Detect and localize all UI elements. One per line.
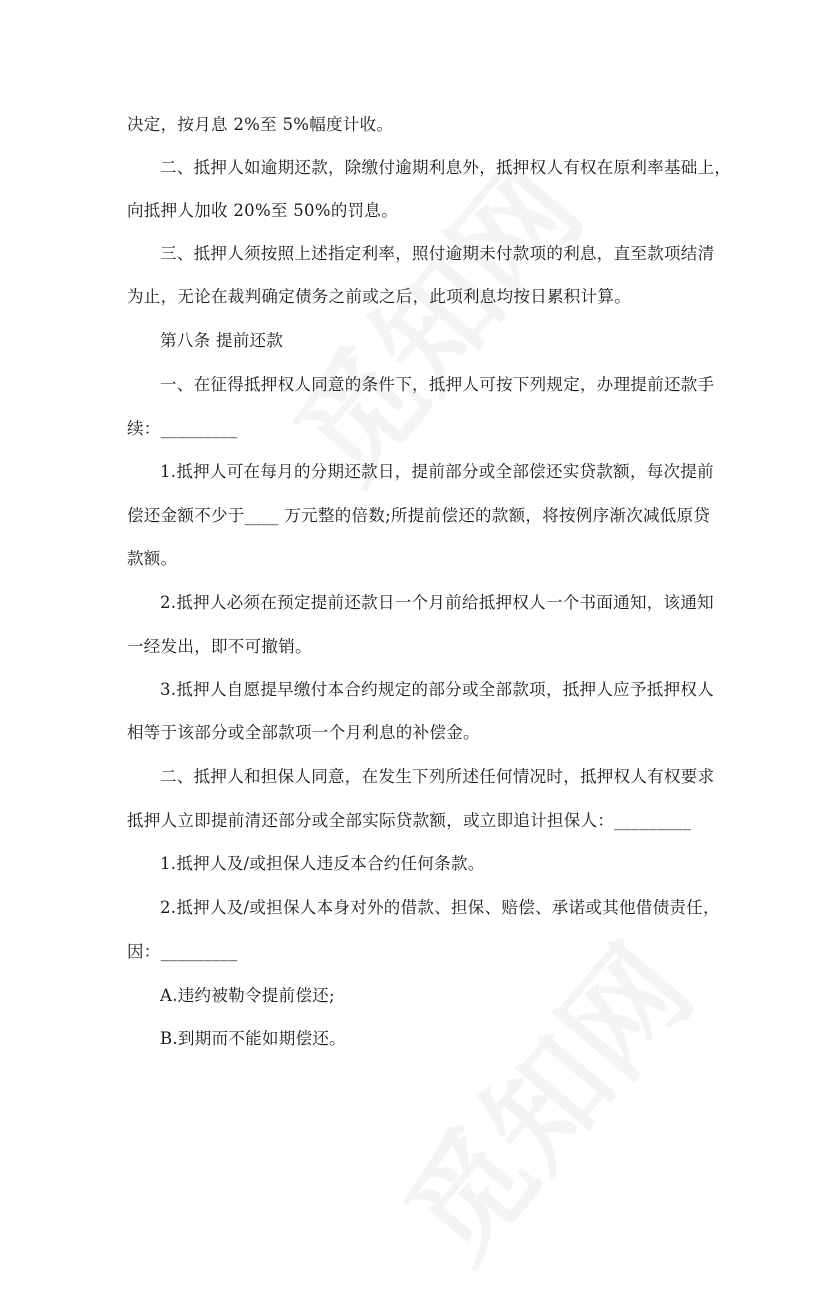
paragraph-line: B.到期而不能如期偿还。 xyxy=(160,1029,346,1048)
paragraph-line: 1.抵押人及/或担保人违反本合约任何条款。 xyxy=(160,854,485,873)
paragraph-line: 因：_________ xyxy=(127,942,238,961)
paragraph-line: 3.抵押人自愿提早缴付本合约规定的部分或全部款项，抵押人应予抵押权人 xyxy=(160,680,714,699)
paragraph-line: 2.抵押人必须在预定提前还款日一个月前给抵押权人一个书面通知，该通知 xyxy=(160,593,714,612)
watermark xyxy=(250,124,613,510)
paragraph-line: A.违约被勒令提前偿还; xyxy=(160,986,335,1005)
paragraph-line: 为止，无论在裁判确定债务之前或之后，此项利息均按日累积计算。 xyxy=(127,287,631,306)
paragraph-line: 2.抵押人及/或担保人本身对外的借款、担保、赔偿、承诺或其他借债责任， xyxy=(160,898,720,917)
paragraph-line: 二、抵押人如逾期还款，除缴付逾期利息外，抵押权人有权在原利率基础上， xyxy=(160,158,732,177)
paragraph-line: 一经发出，即不可撤销。 xyxy=(127,637,312,656)
paragraph-line: 一、在征得抵押权人同意的条件下，抵押人可按下列规定，办理提前还款手 xyxy=(160,375,715,394)
watermark xyxy=(360,904,723,1290)
paragraph-line: 相等于该部分或全部款项一个月利息的补偿金。 xyxy=(127,723,480,742)
paragraph-line: 续：_________ xyxy=(127,419,238,438)
paragraph-line: 决定，按月息 2%至 5%幅度计收。 xyxy=(127,115,394,134)
paragraph-line: 二、抵押人和担保人同意，在发生下列所述任何情况时，抵押权人有权要求 xyxy=(160,767,715,786)
paragraph-line: 向抵押人加收 20%至 50%的罚息。 xyxy=(127,201,399,220)
paragraph-line: 偿还金额不少于____ 万元整的倍数;所提前偿还的款额，将按例序渐次减低原贷 xyxy=(127,506,711,525)
paragraph-line: 三、抵押人须按照上述指定利率，照付逾期未付款项的利息，直至款项结清 xyxy=(160,244,715,263)
paragraph-line: 抵押人立即提前清还部分或全部实际贷款额，或立即追计担保人：_________ xyxy=(127,811,692,830)
paragraph-line: 1.抵押人可在每月的分期还款日，提前部分或全部偿还实贷款额，每次提前 xyxy=(160,462,714,481)
paragraph-line: 款额。 xyxy=(127,549,178,568)
section-heading: 第八条 提前还款 xyxy=(160,331,284,350)
